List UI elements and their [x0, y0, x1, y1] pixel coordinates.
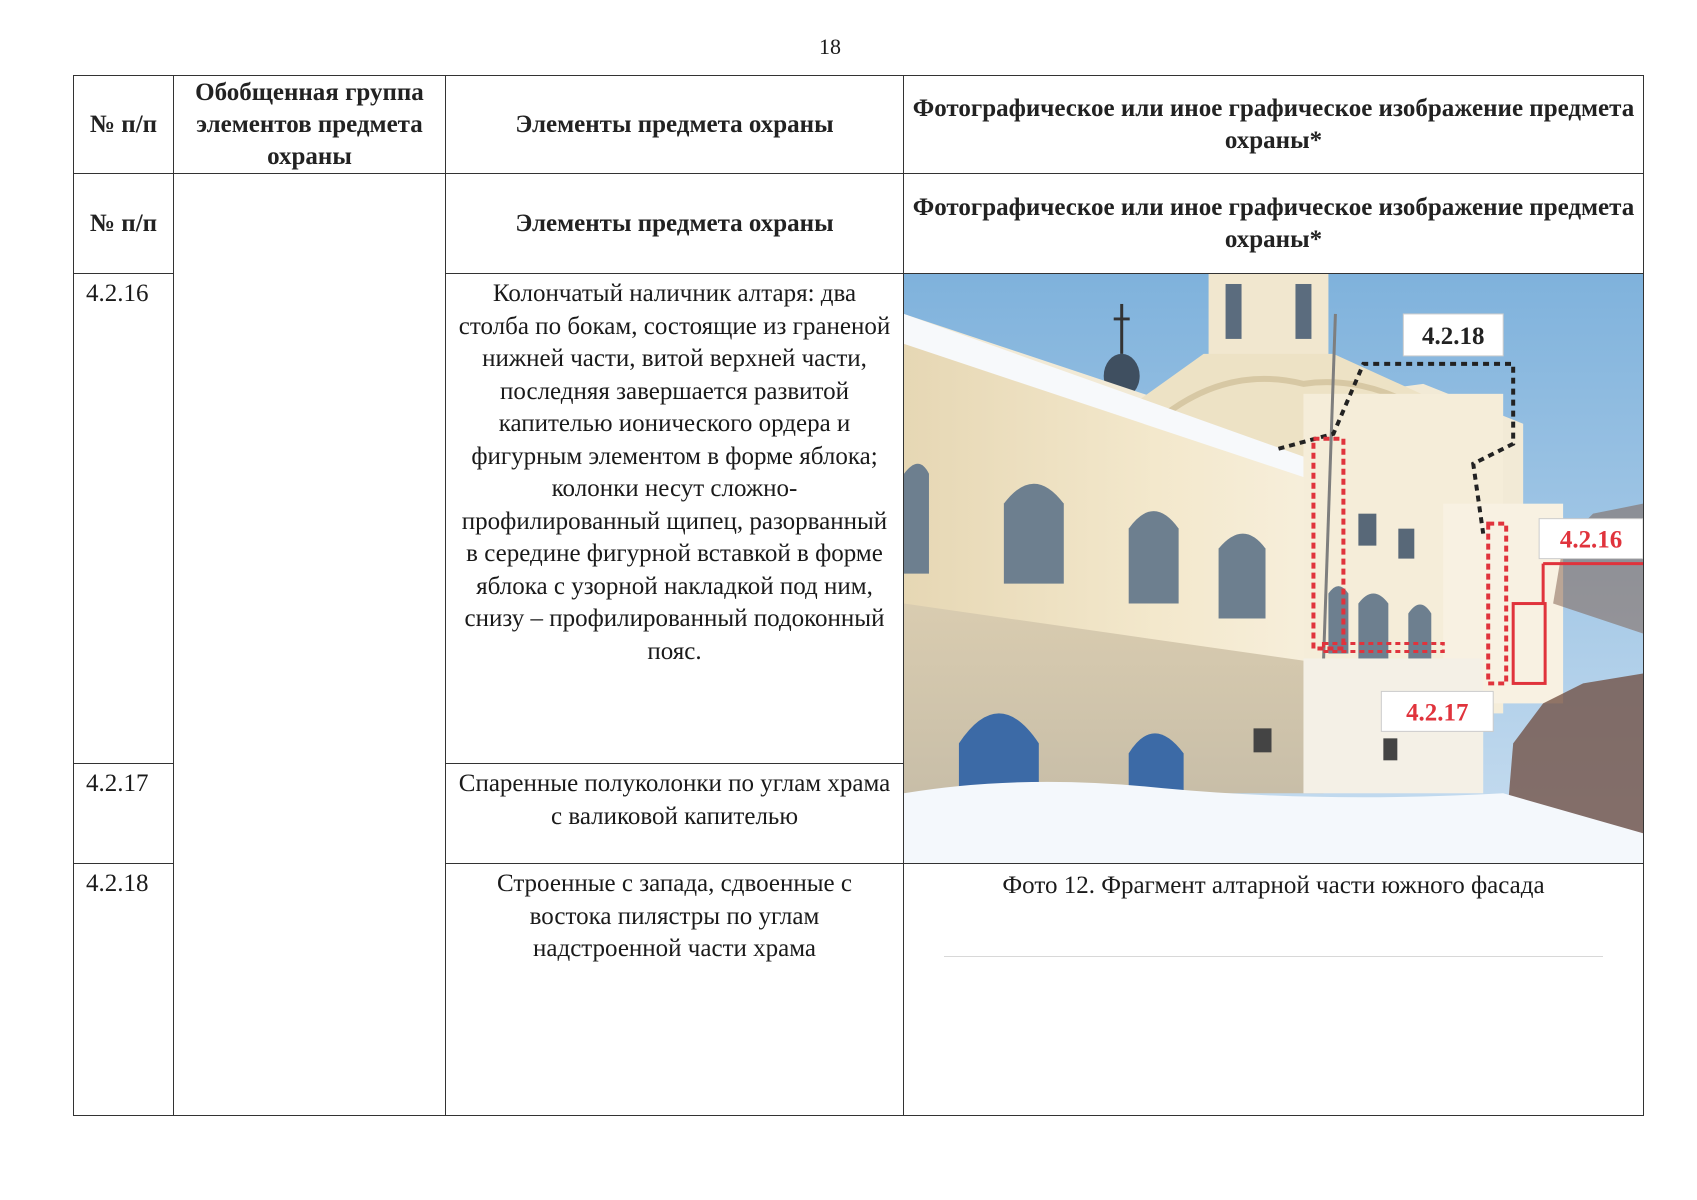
photo-caption: Фото 12. Фрагмент алтарной части южного фасада — [1002, 872, 1545, 900]
label-4-2-18: 4.2.18 — [1422, 322, 1485, 350]
caption-cell — [904, 864, 1644, 1116]
church-facade-photo — [904, 274, 1643, 863]
row-number: 4.2.18 — [74, 864, 174, 1116]
row-description: Колончатый наличник алтаря: два столба по бокам, состоящие из граненой нижней части, витой верхней части, последняя завершается развитой капителью ионического ордера и фигурным элементом в форме яблока; колонки несут сложно-профилированный щипец, разорванный в середине фигурной вставкой в форме яблока с узорной накладкой под ним, снизу – профилированный подоконный пояс. — [446, 274, 904, 764]
faint-rule — [944, 956, 1603, 957]
protection-elements-table — [73, 75, 1644, 1116]
header-num-repeat: № п/п — [74, 174, 174, 274]
label-4-2-16: 4.2.16 — [1559, 526, 1623, 554]
row-number: 4.2.17 — [74, 764, 174, 864]
table-header-row-repeat — [74, 174, 1644, 274]
row-description: Строенные с запада, сдвоенные с востока пилястры по углам надстроенной части храма — [446, 864, 904, 1116]
header-photo-repeat: Фотографическое или иное графическое изображение предмета охраны* — [904, 174, 1644, 274]
page-number: 18 — [819, 34, 841, 59]
row-description: Спаренные полуколонки по углам храма с валиковой капителью — [446, 764, 904, 864]
header-photo: Фотографическое или иное графическое изображение предмета охраны* — [904, 76, 1644, 174]
header-num: № п/п — [74, 76, 174, 174]
header-group: Обобщенная группа элементов предмета охраны — [174, 76, 446, 174]
table-header-row — [74, 76, 1644, 174]
row-number: 4.2.16 — [74, 274, 174, 764]
label-4-2-17: 4.2.17 — [1406, 699, 1469, 727]
group-cell-empty — [174, 174, 446, 1116]
header-elements: Элементы предмета охраны — [446, 76, 904, 174]
header-elements-repeat: Элементы предмета охраны — [446, 174, 904, 274]
photo-cell — [904, 274, 1644, 864]
